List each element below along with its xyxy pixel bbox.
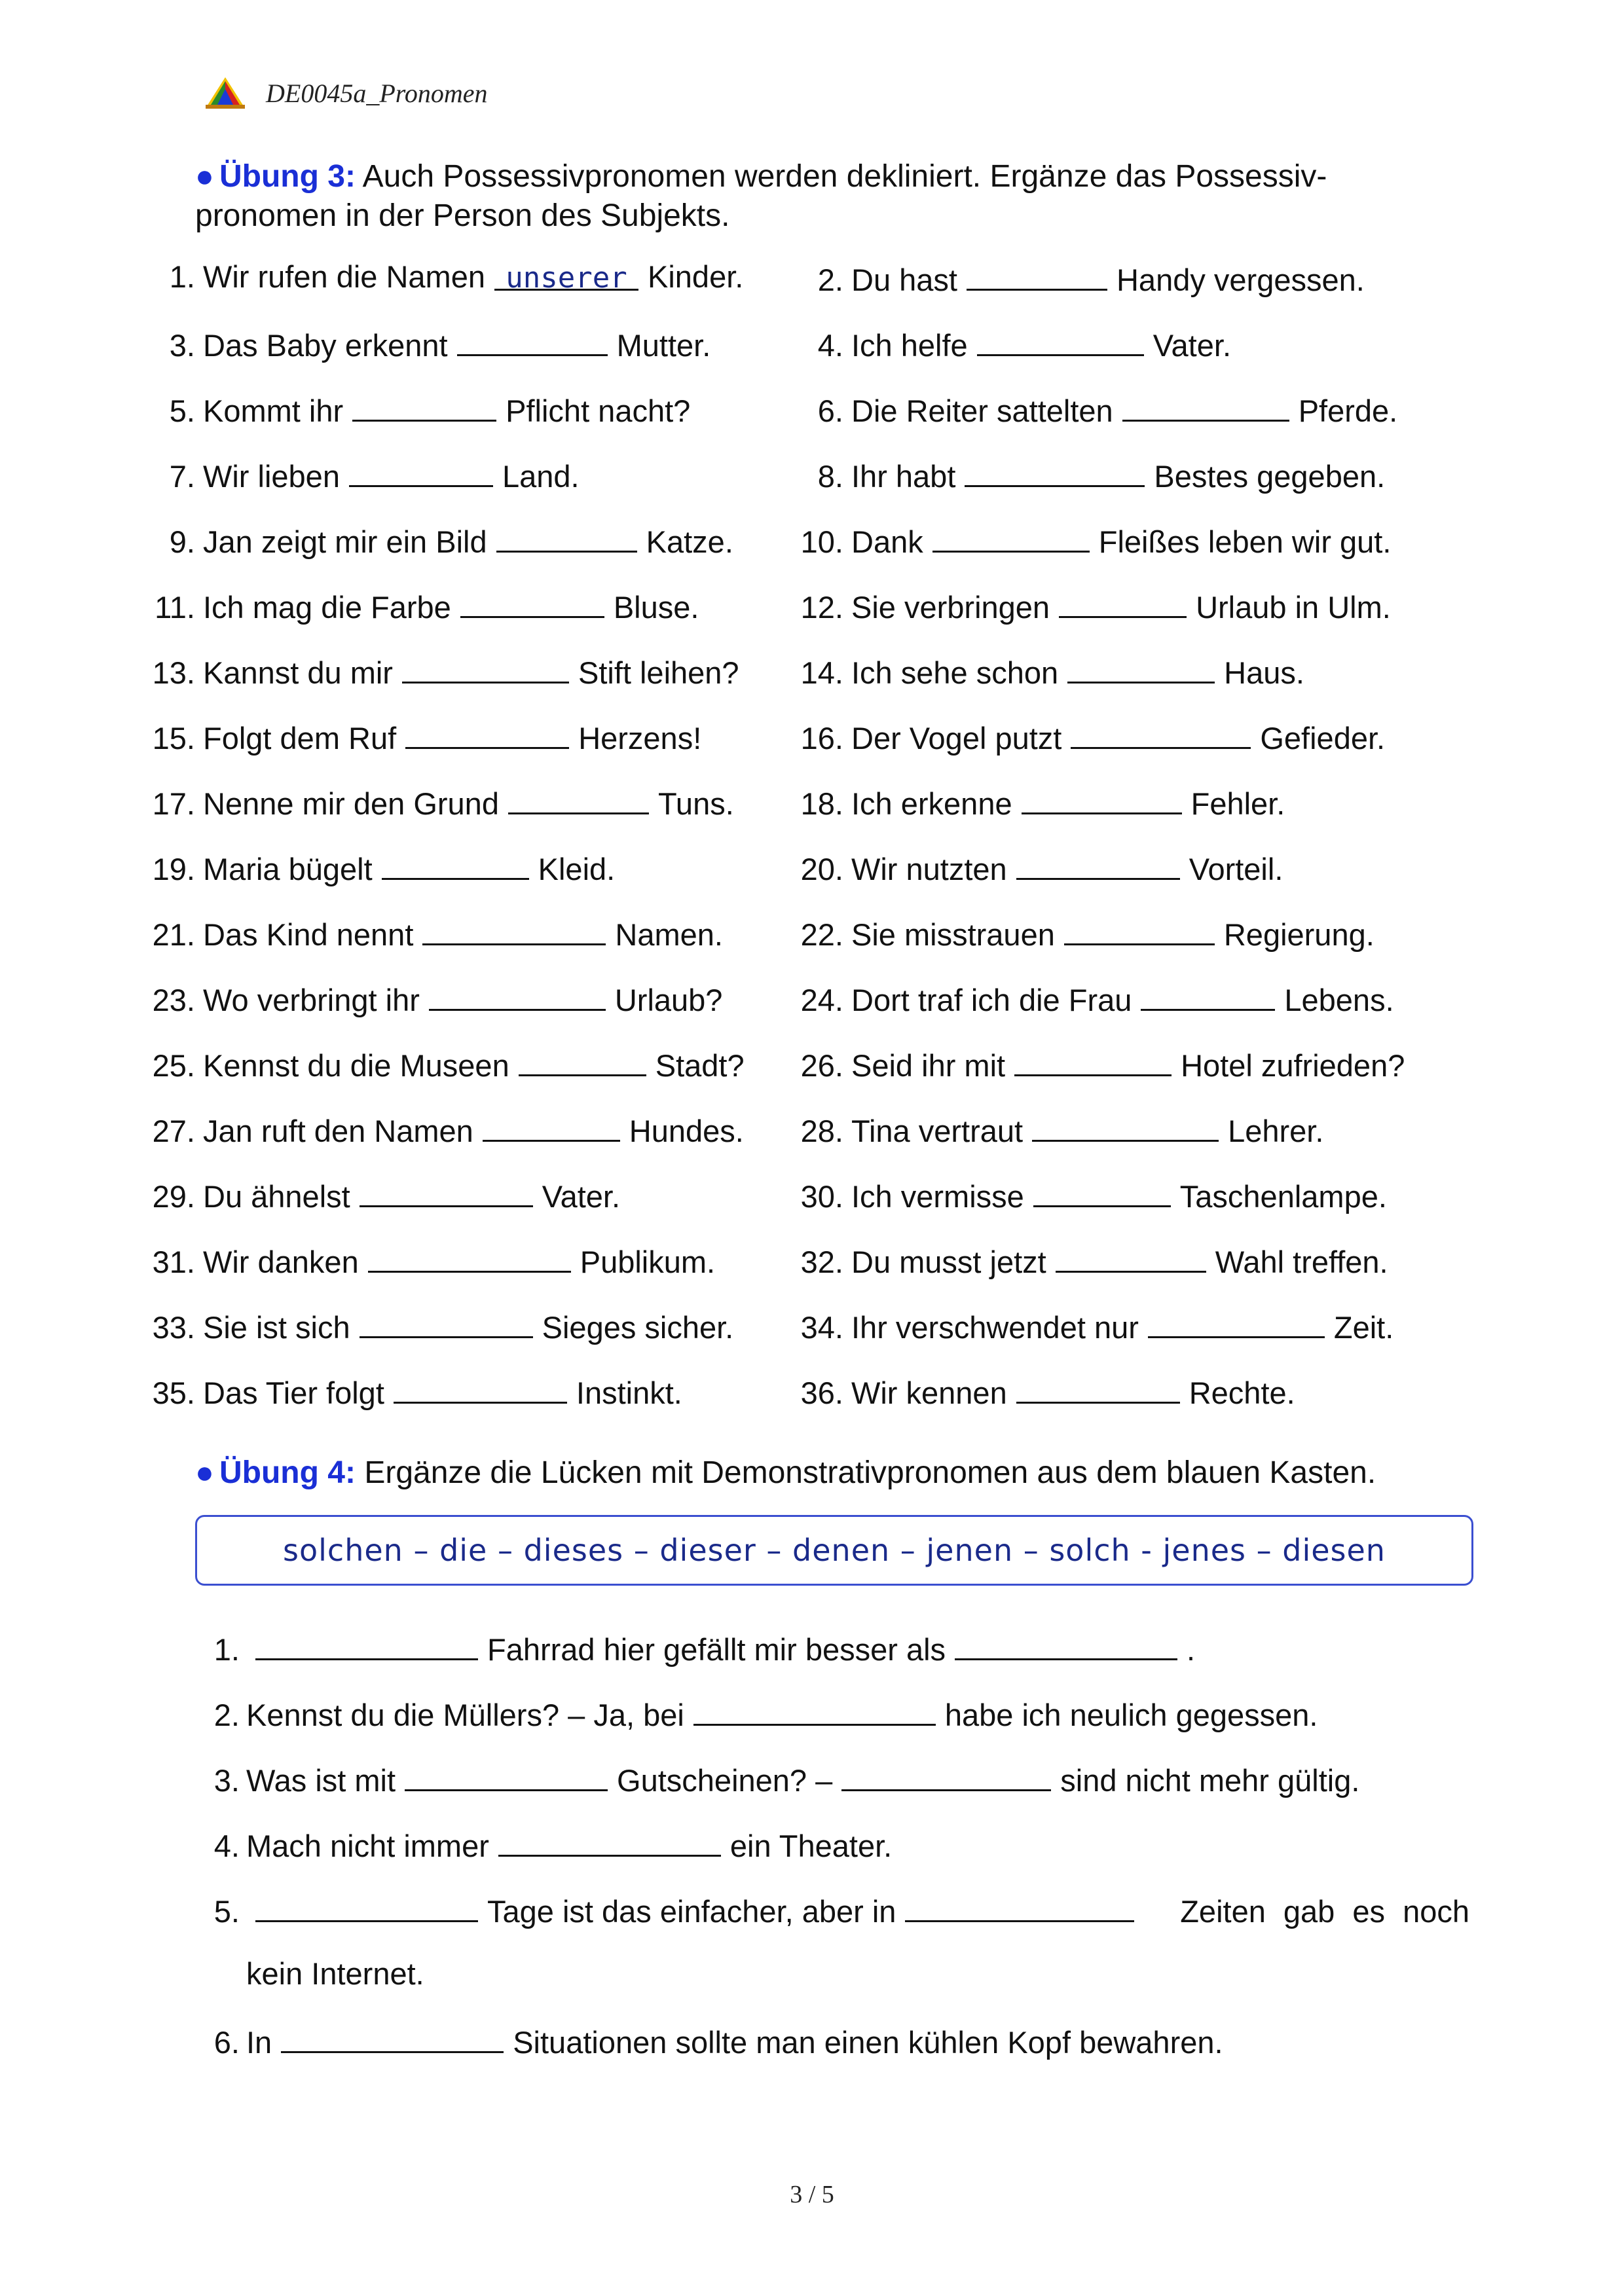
exercise3-item: [792, 520, 1391, 560]
exercise3-row: [0, 586, 1624, 651]
item-number: 1.: [213, 1632, 240, 1667]
item-number: 9.: [169, 524, 195, 559]
exercise3-item: [144, 1044, 745, 1084]
exercise3-line1: [195, 157, 1469, 196]
item-text: Jan ruft den Namen: [203, 1114, 473, 1148]
item-text: Der Vogel putzt: [851, 721, 1062, 756]
item-text: Regierung.: [1223, 917, 1375, 952]
answer-blank[interactable]: [977, 324, 1144, 356]
item-text: Vater.: [1153, 328, 1232, 363]
item-number: 2.: [817, 263, 843, 297]
exercise3-row: [0, 1110, 1624, 1175]
exercise4-item: [195, 1890, 1469, 1956]
item-number: 18.: [800, 786, 843, 821]
item-text: Sie ist sich: [203, 1310, 350, 1345]
answer-blank[interactable]: [508, 782, 649, 814]
item-text: Kommt ihr: [203, 393, 344, 428]
item-number: 3.: [169, 328, 195, 363]
exercise3-item: [792, 782, 1285, 822]
item-number: 14.: [800, 655, 843, 690]
answer-blank[interactable]: [1033, 1175, 1171, 1207]
exercise3-row: [0, 520, 1624, 586]
exercise4-item-continuation: [195, 1956, 1469, 2021]
exercise4-heading: [195, 1453, 1469, 1493]
answer-blank[interactable]: [405, 717, 569, 749]
answer-blank[interactable]: [519, 1044, 646, 1076]
page-number: 3 / 5: [790, 2181, 834, 2208]
item-text: Instinkt.: [576, 1376, 682, 1410]
item-text: Situationen sollte man einen kühlen Kopf bewahren.: [513, 2025, 1223, 2060]
item-text: Ihr verschwendet nur: [851, 1310, 1139, 1345]
exercise3-row: [0, 1372, 1624, 1437]
exercise3-item: [144, 1175, 620, 1214]
answer-blank[interactable]: [1122, 390, 1289, 422]
item-text: Was ist mit: [246, 1763, 396, 1798]
item-text: Zeit.: [1333, 1310, 1394, 1345]
item-number: 7.: [169, 459, 195, 494]
item-text: Wir nutzten: [851, 852, 1007, 886]
exercise4-instruction: Ergänze die Lücken mit Demonstrativpronomen aus dem blauen Kasten.: [364, 1455, 1376, 1490]
answer-blank[interactable]: [967, 259, 1107, 291]
exercise3-item: [144, 848, 615, 887]
exercise3-item: [792, 390, 1397, 429]
item-text: Ich sehe schon: [851, 655, 1059, 690]
item-number: 6.: [817, 393, 843, 428]
exercise3-item: [144, 782, 734, 822]
exercise3-row: [0, 259, 1624, 324]
bullet-icon: ●: [195, 1455, 214, 1490]
answer-blank[interactable]: [349, 455, 493, 487]
item-text: Vater.: [542, 1179, 621, 1214]
exercise3-row: [0, 324, 1624, 390]
exercise3-item: [144, 1110, 744, 1149]
item-number: 31.: [152, 1245, 195, 1279]
item-number: 27.: [152, 1114, 195, 1148]
exercise3-item: [792, 259, 1365, 298]
item-text: Das Kind nennt: [203, 917, 414, 952]
answer-blank[interactable]: [841, 1759, 1051, 1791]
item-text: Pflicht nacht?: [506, 393, 691, 428]
item-text: Folgt dem Ruf: [203, 721, 397, 756]
exercise3-item: [144, 586, 699, 625]
item-number: 16.: [800, 721, 843, 756]
answer-blank[interactable]: [496, 520, 637, 553]
item-text: Ich erkenne: [851, 786, 1012, 821]
answer-blank[interactable]: [494, 259, 638, 295]
page-header: [204, 73, 487, 113]
item-text: Ihr habt: [851, 459, 956, 494]
exercise3-item: [144, 979, 722, 1018]
item-text: Sie verbringen: [851, 590, 1050, 625]
item-text: Wir danken: [203, 1245, 359, 1279]
exercise3-item: [144, 390, 690, 429]
item-text: Jan zeigt mir ein Bild: [203, 524, 487, 559]
item-text: Katze.: [646, 524, 733, 559]
exercise4-item: [195, 2021, 1469, 2086]
answer-blank[interactable]: [1141, 979, 1275, 1011]
answer-blank[interactable]: [255, 1890, 478, 1922]
item-number: 24.: [800, 983, 843, 1017]
exercise3-row: [0, 848, 1624, 913]
exercise3-row: [0, 717, 1624, 782]
item-text: Dort traf ich die Frau: [851, 983, 1132, 1017]
exercise3-item: [144, 520, 733, 560]
item-text: Fehler.: [1190, 786, 1285, 821]
answer-blank[interactable]: [905, 1890, 1134, 1922]
item-text: Kinder.: [648, 259, 744, 294]
item-number: 32.: [800, 1245, 843, 1279]
document-title: DE0045a_Pronomen: [266, 78, 488, 108]
item-number: 21.: [152, 917, 195, 952]
exercise3-item: [792, 913, 1375, 953]
exercise3-row: [0, 913, 1624, 979]
item-text: kein Internet.: [246, 1956, 424, 1991]
item-text: Urlaub?: [614, 983, 723, 1017]
item-number: 22.: [800, 917, 843, 952]
item-text: Ich mag die Farbe: [203, 590, 451, 625]
answer-blank[interactable]: [498, 1825, 721, 1857]
answer-blank[interactable]: [1022, 782, 1182, 814]
item-text: Lehrer.: [1228, 1114, 1324, 1148]
item-text: Wahl treffen.: [1215, 1245, 1388, 1279]
item-number: 29.: [152, 1179, 195, 1214]
exercise3-label: Übung 3:: [219, 159, 356, 194]
exercise4-item: [195, 1759, 1469, 1825]
item-text: Rechte.: [1189, 1376, 1295, 1410]
item-text: Das Baby erkennt: [203, 328, 448, 363]
item-number: 33.: [152, 1310, 195, 1345]
exercise4-item: [195, 1825, 1469, 1890]
item-number: 28.: [800, 1114, 843, 1148]
exercise3-item: [792, 324, 1231, 363]
exercise3-item: [792, 1372, 1295, 1411]
item-number: 36.: [800, 1376, 843, 1410]
exercise3-item: [792, 1110, 1323, 1149]
item-text: Stift leihen?: [578, 655, 739, 690]
answer-blank[interactable]: [1016, 1372, 1180, 1404]
item-text: Herzens!: [578, 721, 702, 756]
item-text: Kannst du mir: [203, 655, 393, 690]
exercise3-item: [792, 979, 1394, 1018]
answer-blank[interactable]: [352, 390, 496, 422]
item-text: Sie misstrauen: [851, 917, 1055, 952]
exercise3-item: [144, 1372, 682, 1411]
answer-blank[interactable]: [405, 1759, 608, 1791]
item-number: 10.: [800, 524, 843, 559]
item-text: Gutscheinen? –: [617, 1763, 833, 1798]
item-text: Publikum.: [580, 1245, 716, 1279]
exercise3-item: [144, 455, 580, 494]
item-text: Nenne mir den Grund: [203, 786, 499, 821]
answer-blank[interactable]: [360, 1306, 533, 1338]
exercise3-item: [144, 913, 723, 953]
answer-blank[interactable]: [394, 1372, 567, 1404]
exercise3-item: [792, 455, 1385, 494]
item-number: 5.: [213, 1894, 240, 1929]
item-number: 23.: [152, 983, 195, 1017]
exercise3-item: [792, 1044, 1405, 1084]
filled-answer: unserer: [506, 261, 627, 295]
item-text: Sieges sicher.: [542, 1310, 734, 1345]
item-number: 4.: [817, 328, 843, 363]
item-text: Du ähnelst: [203, 1179, 350, 1214]
item-text: Urlaub in Ulm.: [1196, 590, 1391, 625]
item-text: Bestes gegeben.: [1154, 459, 1386, 494]
exercise3-row: [0, 455, 1624, 520]
answer-blank[interactable]: [1148, 1306, 1325, 1338]
exercise3-item: [792, 1241, 1388, 1280]
item-number: 5.: [169, 393, 195, 428]
answer-blank[interactable]: [255, 1628, 478, 1660]
item-text: Du hast: [851, 263, 957, 297]
item-text: Hotel zufrieden?: [1181, 1048, 1405, 1083]
item-text: Handy vergessen.: [1116, 263, 1365, 297]
item-text: Taschenlampe.: [1179, 1179, 1387, 1214]
answer-blank[interactable]: [1056, 1241, 1206, 1273]
item-number: 34.: [800, 1310, 843, 1345]
item-text: Die Reiter sattelten: [851, 393, 1113, 428]
exercise3-item: [792, 1175, 1387, 1214]
item-number: 13.: [152, 655, 195, 690]
item-text: Fleißes leben wir gut.: [1098, 524, 1392, 559]
exercise3-row: [0, 651, 1624, 717]
item-number: 35.: [152, 1376, 195, 1410]
item-number: 4.: [213, 1829, 240, 1863]
bullet-icon: ●: [195, 159, 214, 194]
exercise3-item: [144, 1241, 715, 1280]
item-text: Bluse.: [613, 590, 699, 625]
answer-blank[interactable]: [429, 979, 606, 1011]
exercise3-row: [0, 1175, 1624, 1241]
item-number: 26.: [800, 1048, 843, 1083]
item-text: Wir lieben: [203, 459, 340, 494]
item-number: 12.: [800, 590, 843, 625]
item-text: Dank: [851, 524, 923, 559]
exercise3-instruction-line2: pronomen in der Person des Subjekts.: [195, 198, 730, 233]
item-text: Kennst du die Museen: [203, 1048, 509, 1083]
item-text: Mach nicht immer: [246, 1829, 489, 1863]
answer-blank[interactable]: [460, 586, 604, 618]
word-box-text: solchen – die – dieses – dieser – denen – jenen – solch - jenes – diesen: [283, 1533, 1386, 1568]
answer-blank[interactable]: [1064, 913, 1215, 945]
item-text: habe ich neulich gegessen.: [944, 1698, 1318, 1732]
item-text: Stadt?: [655, 1048, 745, 1083]
item-text: Maria bügelt: [203, 852, 373, 886]
exercise3-item: [792, 1306, 1393, 1345]
answer-blank[interactable]: [1014, 1044, 1172, 1076]
item-text: Wo verbringt ihr: [203, 983, 420, 1017]
exercise4-label: Übung 4:: [219, 1455, 356, 1490]
exercise3-item: [144, 259, 743, 295]
item-text: Haus.: [1224, 655, 1304, 690]
exercise3-row: [0, 1241, 1624, 1306]
item-text: sind nicht mehr gültig.: [1060, 1763, 1360, 1798]
exercise3-item: [792, 848, 1283, 887]
item-number: 6.: [213, 2025, 240, 2060]
item-number: 25.: [152, 1048, 195, 1083]
answer-blank[interactable]: [965, 455, 1145, 487]
exercise3-instruction-line1: Auch Possessivpronomen werden dekliniert. Ergänze das Possessiv-: [362, 159, 1327, 194]
item-number: 1.: [169, 259, 195, 294]
item-text: Fahrrad hier gefällt mir besser als: [487, 1632, 946, 1667]
item-text: ein Theater.: [729, 1829, 893, 1863]
answer-blank[interactable]: [422, 913, 606, 945]
exercise3-row: [0, 390, 1624, 455]
item-text: Ich helfe: [851, 328, 968, 363]
answer-blank[interactable]: [1071, 717, 1251, 749]
answer-blank[interactable]: [1016, 848, 1180, 880]
item-text: Kennst du die Müllers? – Ja, bei: [246, 1698, 684, 1732]
item-text: Wir kennen: [851, 1376, 1007, 1410]
item-text: Kleid.: [538, 852, 616, 886]
item-text: .: [1187, 1632, 1196, 1667]
answer-blank[interactable]: [368, 1241, 571, 1273]
exercise3-item: [144, 1306, 733, 1345]
item-text: Vorteil.: [1189, 852, 1283, 886]
exercise3-item: [792, 651, 1304, 691]
answer-blank[interactable]: [1032, 1110, 1219, 1142]
exercise3-row: [0, 1044, 1624, 1110]
item-number: 3.: [213, 1763, 240, 1798]
answer-blank[interactable]: [483, 1110, 620, 1142]
item-text: Tuns.: [657, 786, 734, 821]
exercise3-item: [144, 324, 710, 363]
item-number: 30.: [800, 1179, 843, 1214]
answer-blank[interactable]: [402, 651, 569, 683]
word-box: [195, 1515, 1473, 1586]
exercise3-item: [792, 586, 1391, 625]
answer-blank[interactable]: [382, 848, 529, 880]
item-number: 17.: [152, 786, 195, 821]
answer-blank[interactable]: [955, 1628, 1177, 1660]
item-text: Land.: [502, 459, 580, 494]
item-text: Seid ihr mit: [851, 1048, 1006, 1083]
answer-blank[interactable]: [457, 324, 608, 356]
exercise3-item: [792, 717, 1385, 756]
exercise3-item: [144, 717, 701, 756]
item-text: Tage ist das einfacher, aber in: [487, 1894, 896, 1929]
item-number: 8.: [817, 459, 843, 494]
item-text: Gefieder.: [1260, 721, 1386, 756]
exercise3-item: [144, 651, 739, 691]
item-number: 11.: [155, 590, 195, 625]
exercise3-row: [0, 979, 1624, 1044]
answer-blank[interactable]: [360, 1175, 533, 1207]
item-number: 19.: [152, 852, 195, 886]
item-number: 2.: [213, 1698, 240, 1732]
item-text: Ich vermisse: [851, 1179, 1024, 1214]
answer-blank[interactable]: [1067, 651, 1215, 683]
exercise4-item: [195, 1694, 1469, 1759]
item-text: Pferde.: [1298, 393, 1398, 428]
exercise3-row: [0, 1306, 1624, 1372]
item-text: Zeiten gab es noch: [1180, 1894, 1469, 1929]
answer-blank[interactable]: [932, 520, 1090, 553]
answer-blank[interactable]: [1059, 586, 1187, 618]
item-text: In: [246, 2025, 272, 2060]
item-text: Lebens.: [1284, 983, 1394, 1017]
item-number: 15.: [152, 721, 195, 756]
item-text: Namen.: [615, 917, 723, 952]
exercise3-heading: [195, 157, 1469, 236]
exercise4-item: [195, 1628, 1469, 1694]
item-text: Du musst jetzt: [851, 1245, 1046, 1279]
item-text: Mutter.: [616, 328, 711, 363]
item-text: Das Tier folgt: [203, 1376, 384, 1410]
item-text: Wir rufen die Namen: [203, 259, 485, 294]
item-text: Hundes.: [629, 1114, 744, 1148]
answer-blank[interactable]: [693, 1694, 936, 1726]
item-number: 20.: [800, 852, 843, 886]
exercise3-row: [0, 782, 1624, 848]
answer-blank[interactable]: [281, 2021, 504, 2053]
item-text: Tina vertraut: [851, 1114, 1024, 1148]
logo-icon: [204, 76, 246, 110]
